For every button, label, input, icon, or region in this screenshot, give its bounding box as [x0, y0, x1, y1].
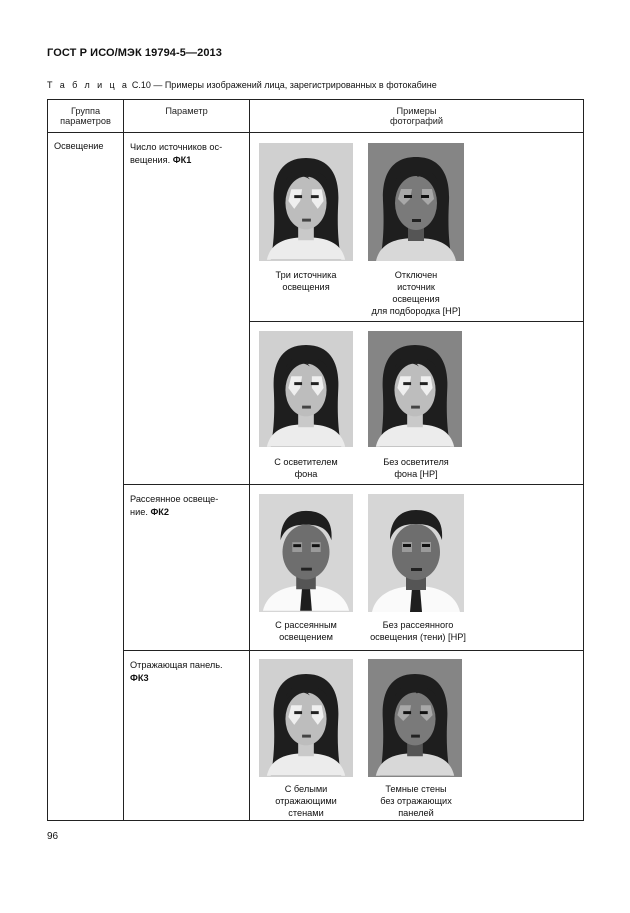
parameter-line: Рассеянное освеще-	[130, 494, 219, 504]
parameter-line: вещения.	[130, 155, 171, 165]
caption-line: освещением	[279, 632, 333, 642]
caption-line: стенами	[288, 808, 324, 818]
caption-line: для подбородка [НР]	[371, 306, 461, 316]
parameter-line: Отражающая панель.	[130, 660, 223, 670]
parameter-code: ФК3	[130, 673, 149, 683]
caption-line: Отключен	[394, 270, 438, 280]
parameter-cell	[124, 133, 250, 485]
table-caption-word: Т а б л и ц а	[47, 80, 130, 90]
caption-line: Три источника	[275, 270, 337, 280]
photo-caption-left	[250, 783, 362, 819]
examples-cell	[250, 651, 584, 821]
photo-left	[259, 659, 353, 777]
group-cell	[48, 133, 124, 821]
caption-line: без отражающих	[380, 796, 452, 806]
portrait-icon	[259, 331, 353, 447]
photo-caption-left	[250, 619, 362, 643]
page-number: 96	[47, 831, 59, 842]
header-group-line: параметров	[60, 116, 111, 126]
photo-caption-right	[358, 269, 474, 317]
caption-line: Темные стены	[385, 784, 447, 794]
photo-right	[368, 659, 462, 777]
photo-caption-right	[358, 456, 474, 480]
portrait-icon	[368, 494, 464, 612]
header-group	[48, 100, 124, 133]
examples-table	[47, 99, 584, 821]
photo-left	[259, 143, 353, 261]
parameter-line: ние.	[130, 507, 148, 517]
header-group-line: Группа	[70, 106, 101, 116]
header-parameter	[124, 100, 250, 133]
photo-right	[368, 143, 464, 261]
table-row	[48, 485, 584, 651]
caption-line: панелей	[398, 808, 434, 818]
caption-line: освещения	[392, 294, 440, 304]
parameter-line: Число источников ос-	[130, 142, 223, 152]
portrait-icon	[368, 143, 464, 261]
examples-cell	[250, 133, 584, 322]
portrait-icon	[259, 143, 353, 261]
header-examples-line: фотографий	[389, 116, 444, 126]
header-parameter-line: Параметр	[165, 106, 208, 116]
photo-caption-right	[358, 783, 474, 819]
photo-caption-left	[250, 269, 362, 293]
caption-line: фона [НР]	[394, 469, 438, 479]
photo-caption-right	[358, 619, 478, 643]
photo-right	[368, 494, 464, 612]
portrait-icon	[259, 494, 353, 612]
parameter-cell	[124, 485, 250, 651]
examples-cell	[250, 485, 584, 651]
table-header-row	[48, 100, 584, 133]
photo-left	[259, 331, 353, 447]
table-row	[48, 651, 584, 821]
header-examples	[250, 100, 584, 133]
examples-cell	[250, 322, 584, 485]
photo-right	[368, 331, 462, 447]
photo-left	[259, 494, 353, 612]
parameter-code: ФК1	[172, 155, 192, 165]
parameter-code: ФК2	[150, 507, 169, 517]
header-examples-line: Примеры	[396, 106, 437, 116]
table-caption-text: С.10 — Примеры изображений лица, зарегистрированных в фотокабине	[131, 80, 437, 90]
parameter-cell	[124, 651, 250, 821]
caption-line: Без рассеянного	[382, 620, 454, 630]
table-row	[48, 133, 584, 322]
document-header: ГОСТ Р ИСО/МЭК 19794-5—2013	[47, 47, 222, 59]
portrait-icon	[368, 659, 462, 777]
table-caption	[47, 80, 437, 90]
caption-line: С рассеянным	[275, 620, 337, 630]
caption-line: источник	[397, 282, 435, 292]
portrait-icon	[259, 659, 353, 777]
caption-line: фона	[294, 469, 318, 479]
caption-line: освещения	[282, 282, 330, 292]
caption-line: С осветителем	[274, 457, 338, 467]
group-label: Освещение	[54, 141, 104, 151]
photo-caption-left	[250, 456, 362, 480]
caption-line: освещения (тени) [НР]	[370, 632, 466, 642]
caption-line: Без осветителя	[383, 457, 449, 467]
caption-line: отражающими	[275, 796, 337, 806]
portrait-icon	[368, 331, 462, 447]
caption-line: С белыми	[284, 784, 328, 794]
